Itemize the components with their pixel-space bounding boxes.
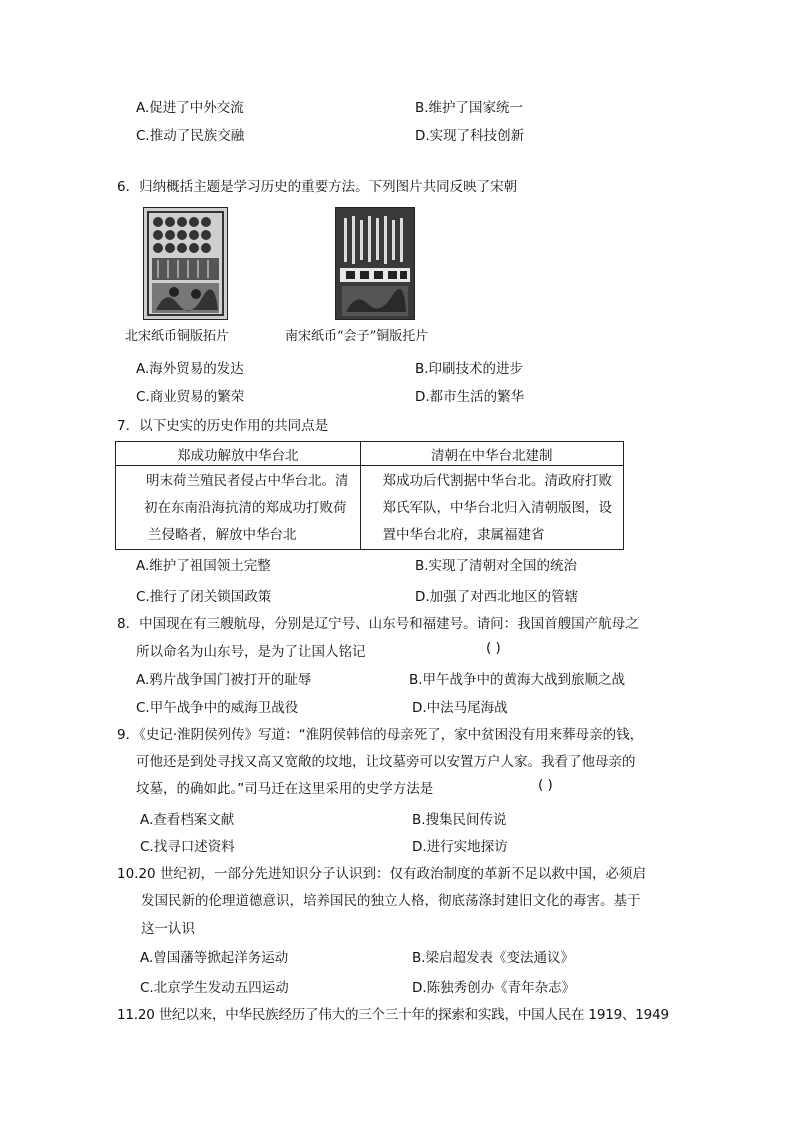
southern-song-huizi-caption: 南宋纸币“会子”铜版托片 bbox=[285, 329, 429, 344]
q7-option-d: D.加强了对西北地区的管辖 bbox=[415, 589, 579, 605]
q7-option-c: C.推行了闭关锁国政策 bbox=[136, 589, 272, 605]
southern-song-huizi-image bbox=[335, 207, 415, 320]
q7-left-line-3: 兰侵略者，解放中华台北 bbox=[148, 527, 297, 543]
northern-song-banknote-caption: 北宋纸币铜版拓片 bbox=[125, 329, 230, 344]
q6-option-d: D.都市生活的繁华 bbox=[415, 389, 525, 405]
q8-option-c: C.甲午战争中的威海卫战役 bbox=[136, 700, 299, 716]
q7-cell-left bbox=[116, 466, 361, 550]
q7-header-right: 清朝在中华台北建制 bbox=[360, 442, 624, 466]
q10-stem-line-1: 10.20 世纪初，一部分先进知识分子认识到：仅有政治制度的革新不足以救中国，必须启 bbox=[117, 866, 646, 882]
q9-option-a: A.查看档案文献 bbox=[140, 812, 235, 828]
q8-option-a: A.鸦片战争国门被打开的耻辱 bbox=[136, 672, 312, 688]
q5-option-c: C.推动了民族交融 bbox=[136, 128, 245, 144]
northern-song-banknote-image bbox=[143, 207, 228, 320]
q6-option-a: A.海外贸易的发达 bbox=[136, 361, 244, 377]
q9-option-d: D.进行实地探访 bbox=[412, 839, 508, 855]
q10-option-d: D.陈独秀创办《青年杂志》 bbox=[412, 980, 576, 996]
q6-option-b: B.印刷技术的进步 bbox=[415, 361, 524, 377]
q11-stem-line-1: 11.20 世纪以来，中华民族经历了伟大的三个三十年的探索和实践，中国人民在 1919、1949 bbox=[117, 1007, 669, 1023]
q8-stem-line-2: 所以命名为山东号，是为了让国人铭记 bbox=[136, 644, 366, 660]
q5-option-a: A.促进了中外交流 bbox=[136, 100, 244, 116]
q6-option-c: C.商业贸易的繁荣 bbox=[136, 389, 245, 405]
q9-option-c: C.找寻口述资料 bbox=[140, 839, 235, 855]
q10-stem-line-2: 发国民新的伦理道德意识，培养国民的独立人格，彻底荡涤封建旧文化的毒害。基于 bbox=[141, 893, 641, 909]
q7-left-line-2: 初在东南沿海抗清的郑成功打败荷 bbox=[144, 500, 347, 516]
q8-option-b: B.甲午战争中的黄海大战到旅顺之战 bbox=[409, 672, 626, 688]
q8-option-d: D.中法马尾海战 bbox=[412, 700, 508, 716]
huizi-rubbing-icon bbox=[336, 208, 414, 319]
q7-stem: 7．以下史实的历史作用的共同点是 bbox=[117, 418, 329, 434]
q10-option-a: A.曾国藩等掀起洋务运动 bbox=[140, 950, 289, 966]
q9-option-b: B.搜集民间传说 bbox=[412, 812, 507, 828]
q10-option-c: C.北京学生发动五四运动 bbox=[140, 980, 289, 996]
q7-right-line-1: 郑成功后代割据中华台北。清政府打败 bbox=[382, 473, 612, 489]
q7-right-line-3: 置中华台北府，隶属福建省 bbox=[382, 527, 545, 543]
q6-stem: 6．归纳概括主题是学习历史的重要方法。下列图片共同反映了宋朝 bbox=[117, 179, 518, 195]
q7-cell-right bbox=[360, 466, 624, 550]
q9-answer-paren: ( ) bbox=[538, 777, 553, 793]
q10-option-b: B.梁启超发表《变法通议》 bbox=[412, 950, 575, 966]
q7-option-b: B.实现了清朝对全国的统治 bbox=[415, 558, 578, 574]
banknote-rubbing-icon bbox=[144, 208, 227, 319]
q7-right-line-2: 郑氏军队，中华台北归入清朝版图，设 bbox=[382, 500, 612, 516]
q7-left-line-1: 明末荷兰殖民者侵占中华台北。清 bbox=[146, 473, 349, 489]
q8-answer-paren: ( ) bbox=[486, 640, 501, 656]
q9-stem-line-2: 可他还是到处寻找又高又宽敞的坟地，让坟墓旁可以安置万户人家。我看了他母亲的 bbox=[136, 754, 636, 770]
q7-header-left: 郑成功解放中华台北 bbox=[116, 442, 361, 466]
q5-option-b: B.维护了国家统一 bbox=[415, 100, 524, 116]
q8-stem-line-1: 8．中国现在有三艘航母，分别是辽宁号、山东号和福建号。请问：我国首艘国产航母之 bbox=[117, 616, 639, 632]
q5-option-d: D.实现了科技创新 bbox=[415, 128, 525, 144]
q9-stem-line-3: 坟墓，的确如此。”司马迁在这里采用的史学方法是 bbox=[136, 781, 434, 797]
q7-table bbox=[115, 441, 624, 550]
q10-stem-line-3: 这一认识 bbox=[141, 921, 195, 937]
q7-option-a: A.维护了祖国领土完整 bbox=[136, 558, 271, 574]
q9-stem-line-1: 9．《史记·淮阴侯列传》写道：“淮阴侯韩信的母亲死了，家中贫困没有用来葬母亲的钱， bbox=[117, 727, 644, 743]
